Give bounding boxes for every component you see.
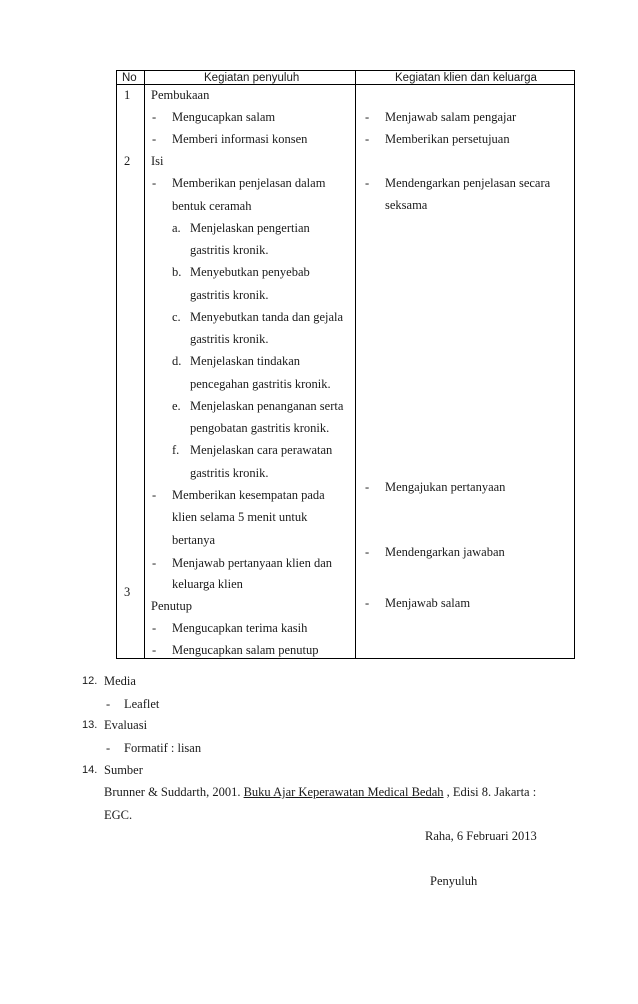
reference-publisher: EGC. [104,808,133,822]
sub-item-line: Menjelaskan tindakan [190,354,301,368]
sub-item-line: Menjelaskan pengertian [190,221,310,235]
response-item: Menjawab salam [385,596,471,610]
section-number: 13. [82,719,98,731]
table-border-bottom [116,658,575,659]
dash-bullet: - [152,556,157,570]
table-border-left [116,70,117,659]
place-date: Raha, 6 Februari 2013 [425,829,537,843]
table-border-right [574,70,575,659]
response-item: Menjawab salam pengajar [385,110,517,124]
activity-item-line: Memberikan kesempatan pada [172,488,325,502]
activity-item: Mengucapkan terima kasih [172,621,308,635]
reference-book-title: Buku Ajar Keperawatan Medical Bedah [243,785,444,799]
table-col-divider-1 [144,70,145,659]
activity-item-line: Memberikan penjelasan dalam [172,176,326,190]
dash-bullet: - [152,488,157,502]
dash-bullet: - [152,176,157,190]
response-item: Mendengarkan jawaban [385,545,505,559]
dash-bullet: - [152,643,157,657]
header-no: No [122,72,137,84]
response-item-line: Mendengarkan penjelasan secara [385,176,551,190]
sub-item-letter: c. [172,310,181,324]
sub-item-letter: d. [172,354,182,368]
dash-bullet: - [152,621,157,635]
activity-item: Mengucapkan salam [172,110,276,124]
header-kegiatan-klien: Kegiatan klien dan keluarga [395,72,537,84]
sub-item-line: gastritis kronik. [190,332,269,346]
activity-item-line: bentuk ceramah [172,199,252,213]
reference-edition-place: , Edisi 8. Jakarta : [443,785,537,799]
dash-bullet: - [152,110,157,124]
sub-item-line: pengobatan gastritis kronik. [190,421,330,435]
section-title: Evaluasi [104,718,148,732]
row-number: 2 [124,154,131,168]
row-number: 3 [124,585,131,599]
sub-item-line: Menjelaskan penanganan serta [190,399,344,413]
section-item: Formatif : lisan [124,741,202,755]
row-number: 1 [124,88,131,102]
sub-item-letter: e. [172,399,181,413]
activity-item: Mengucapkan salam penutup [172,643,319,657]
response-item: Mengajukan pertanyaan [385,480,506,494]
reference-author-year: Brunner & Suddarth, 2001. [104,785,244,799]
signatory-role: Penyuluh [430,874,478,888]
dash-bullet: - [365,110,370,124]
dash-bullet: - [365,132,370,146]
dash-bullet: - [106,697,111,711]
activity-item-line: Menjawab pertanyaan klien dan [172,556,333,570]
dash-bullet: - [365,545,370,559]
sub-item-letter: f. [172,443,180,457]
sub-item-line: Menyebutkan penyebab [190,265,310,279]
section-number: 12. [82,675,98,687]
table-col-divider-2 [355,70,356,659]
section-item: Leaflet [124,697,160,711]
sub-item-line: Menyebutkan tanda dan gejala [190,310,344,324]
response-item-line: seksama [385,198,428,212]
section-title: Media [104,674,136,688]
sub-item-line: gastritis kronik. [190,243,269,257]
header-kegiatan-penyuluh: Kegiatan penyuluh [204,72,300,84]
sub-item-line: pencegahan gastritis kronik. [190,377,331,391]
activity-item-line: bertanya [172,533,216,547]
activity-item-line: keluarga klien [172,577,243,591]
section-number: 14. [82,764,98,776]
response-item: Memberikan persetujuan [385,132,510,146]
dash-bullet: - [365,176,370,190]
sub-item-letter: a. [172,221,181,235]
reference-entry [104,785,536,799]
dash-bullet: - [365,596,370,610]
dash-bullet: - [106,741,111,755]
sub-item-line: gastritis kronik. [190,466,269,480]
activity-item-line: klien selama 5 menit untuk [172,510,308,524]
section-title: Sumber [104,763,143,777]
sub-item-line: Menjelaskan cara perawatan [190,443,333,457]
dash-bullet: - [365,480,370,494]
sub-item-line: gastritis kronik. [190,288,269,302]
dash-bullet: - [152,132,157,146]
stage-title: Pembukaan [151,88,210,102]
stage-title: Isi [151,154,164,168]
stage-title: Penutup [151,599,192,613]
sub-item-letter: b. [172,265,182,279]
activity-item: Memberi informasi konsen [172,132,308,146]
